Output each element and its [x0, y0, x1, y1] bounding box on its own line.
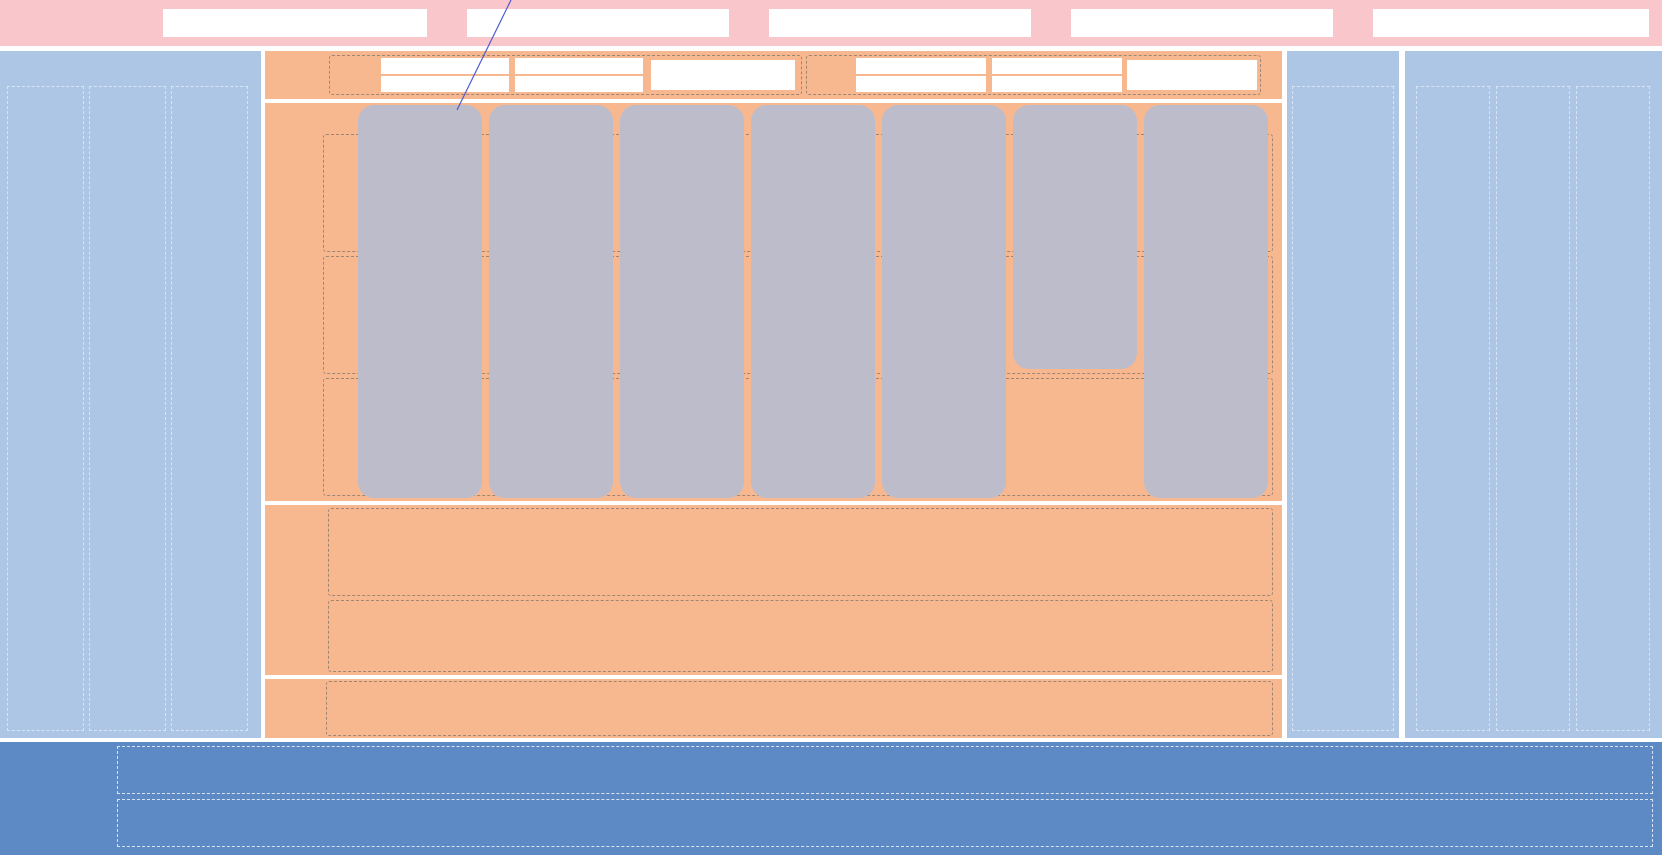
stage-underwriting — [882, 105, 1006, 498]
stage-product — [620, 105, 744, 498]
strategy-item — [163, 9, 427, 37]
finance-column — [89, 86, 166, 731]
row-label — [326, 380, 358, 494]
insurance-title — [265, 250, 320, 310]
legal-column — [1416, 86, 1490, 731]
stage-market — [358, 105, 482, 498]
strategy-title — [10, 6, 130, 40]
general-support-title — [0, 53, 261, 83]
guarantee-group — [328, 508, 1273, 596]
other-business-title — [265, 556, 320, 616]
stage-sales — [751, 105, 875, 498]
stage-post-insurance — [1013, 105, 1137, 369]
strategy-item — [1071, 9, 1333, 37]
stage-customer — [489, 105, 613, 498]
strategy-item — [1373, 9, 1649, 37]
asset-label — [328, 683, 368, 734]
channels-title — [265, 51, 320, 99]
channel-item — [1127, 60, 1257, 90]
row-label — [326, 258, 358, 372]
digital-ops-row — [117, 799, 1653, 847]
guarantee-label — [330, 510, 356, 594]
indirect-contact-label — [808, 56, 850, 94]
channel-item — [992, 76, 1122, 92]
channel-item — [515, 58, 643, 74]
strategy-item — [769, 9, 1031, 37]
channel-item — [856, 58, 986, 74]
risk-mgmt-title — [1405, 53, 1662, 83]
asset-title — [265, 679, 320, 738]
credit-group — [328, 600, 1273, 672]
business-mgmt-title — [1287, 53, 1399, 83]
stage-claims — [1144, 105, 1268, 498]
business-mgmt-subtitle — [1292, 88, 1394, 128]
channel-item — [992, 58, 1122, 74]
channel-item — [515, 76, 643, 92]
integrated-support-title — [10, 770, 120, 820]
business-mgmt-column — [1292, 86, 1394, 731]
hr-column — [7, 86, 84, 731]
info-service-row — [117, 746, 1653, 794]
risk-control-column — [1496, 86, 1570, 731]
pointer-line — [455, 0, 515, 112]
direct-contact-label — [333, 56, 375, 94]
channel-item — [651, 60, 795, 90]
admin-column — [171, 86, 248, 731]
channel-item — [856, 76, 986, 92]
credit-label — [330, 598, 356, 674]
row-label — [326, 136, 358, 250]
asset-group — [326, 681, 1273, 736]
audit-column — [1576, 86, 1650, 731]
